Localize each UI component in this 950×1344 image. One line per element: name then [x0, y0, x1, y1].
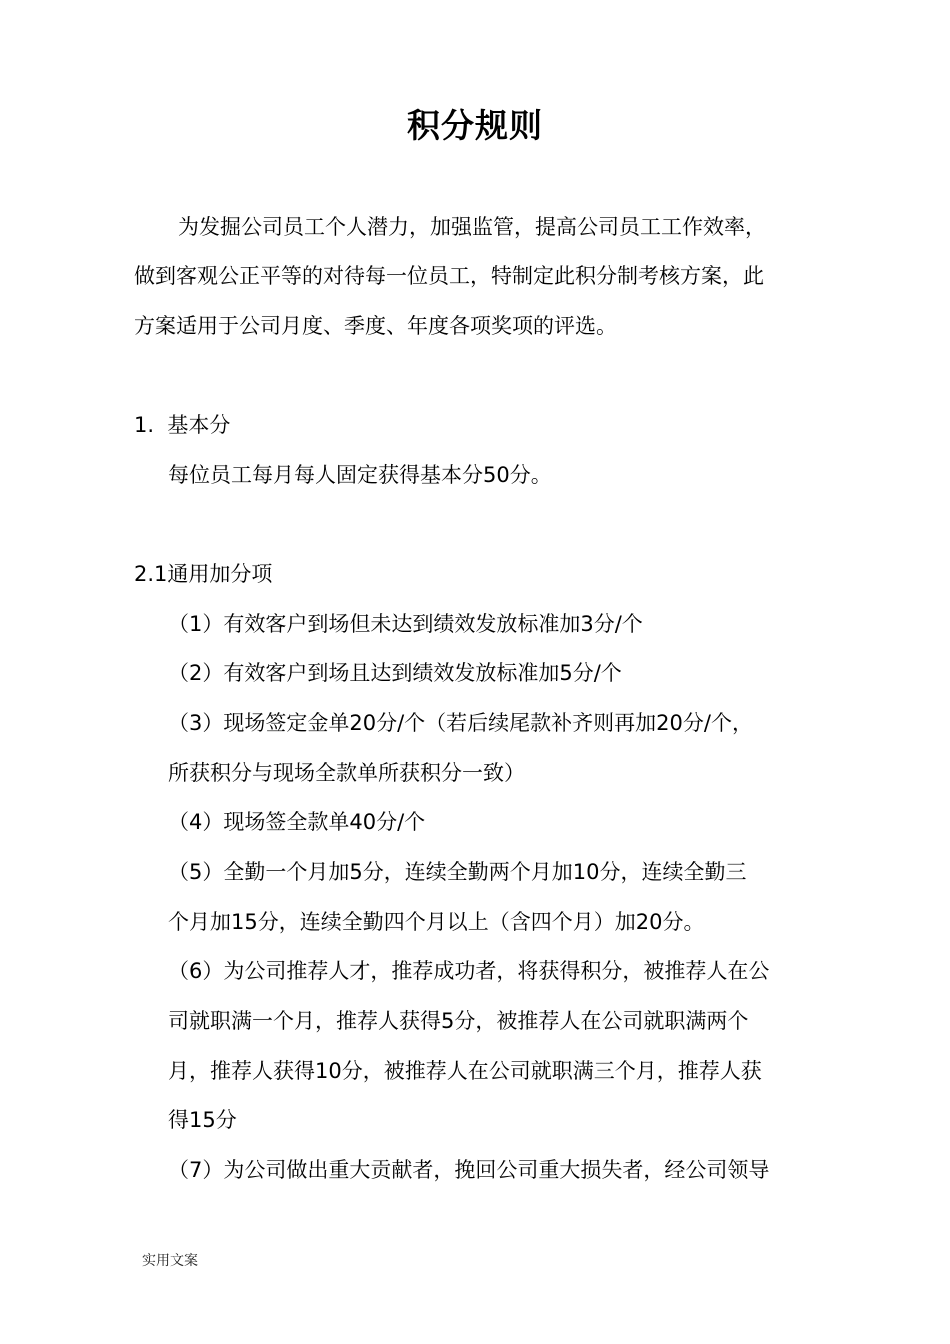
- rule-line-2: （2）有效客户到场且达到绩效发放标准加5分/个: [168, 661, 622, 685]
- intro-line-2: 做到客观公正平等的对待每一位员工，特制定此积分制考核方案，此: [134, 264, 764, 288]
- page-footer: 实用文案: [142, 1253, 198, 1269]
- section-2-heading: 2.1通用加分项: [134, 562, 273, 586]
- intro-line-3: 方案适用于公司月度、季度、年度各项奖项的评选。: [134, 314, 617, 338]
- rule-line-11: 得15分: [168, 1108, 237, 1132]
- rule-line-4: 所获积分与现场全款单所获积分一致）: [168, 761, 525, 785]
- rule-line-12: （7）为公司做出重大贡献者，挽回公司重大损失者，经公司领导: [168, 1158, 770, 1182]
- document-title: 积分规则: [407, 106, 543, 145]
- section-1-heading: 1. 基本分: [134, 413, 231, 437]
- rule-line-5: （4）现场签全款单40分/个: [168, 810, 426, 834]
- rule-line-6: （5）全勤一个月加5分，连续全勤两个月加10分，连续全勤三: [168, 860, 747, 884]
- rule-line-7: 个月加15分，连续全勤四个月以上（含四个月）加20分。: [168, 910, 705, 934]
- rule-line-1: （1）有效客户到场但未达到绩效发放标准加3分/个: [168, 612, 643, 636]
- section-1-body: 每位员工每月每人固定获得基本分50分。: [168, 463, 552, 487]
- rule-line-3: （3）现场签定金单20分/个（若后续尾款补齐则再加20分/个，: [168, 711, 753, 735]
- rule-line-10: 月，推荐人获得10分，被推荐人在公司就职满三个月，推荐人获: [168, 1059, 762, 1083]
- rule-line-8: （6）为公司推荐人才，推荐成功者，将获得积分，被推荐人在公: [168, 959, 770, 983]
- intro-line-1: 为发掘公司员工个人潜力，加强监管，提高公司员工工作效率，: [178, 215, 766, 239]
- rule-line-9: 司就职满一个月，推荐人获得5分，被推荐人在公司就职满两个: [168, 1009, 749, 1033]
